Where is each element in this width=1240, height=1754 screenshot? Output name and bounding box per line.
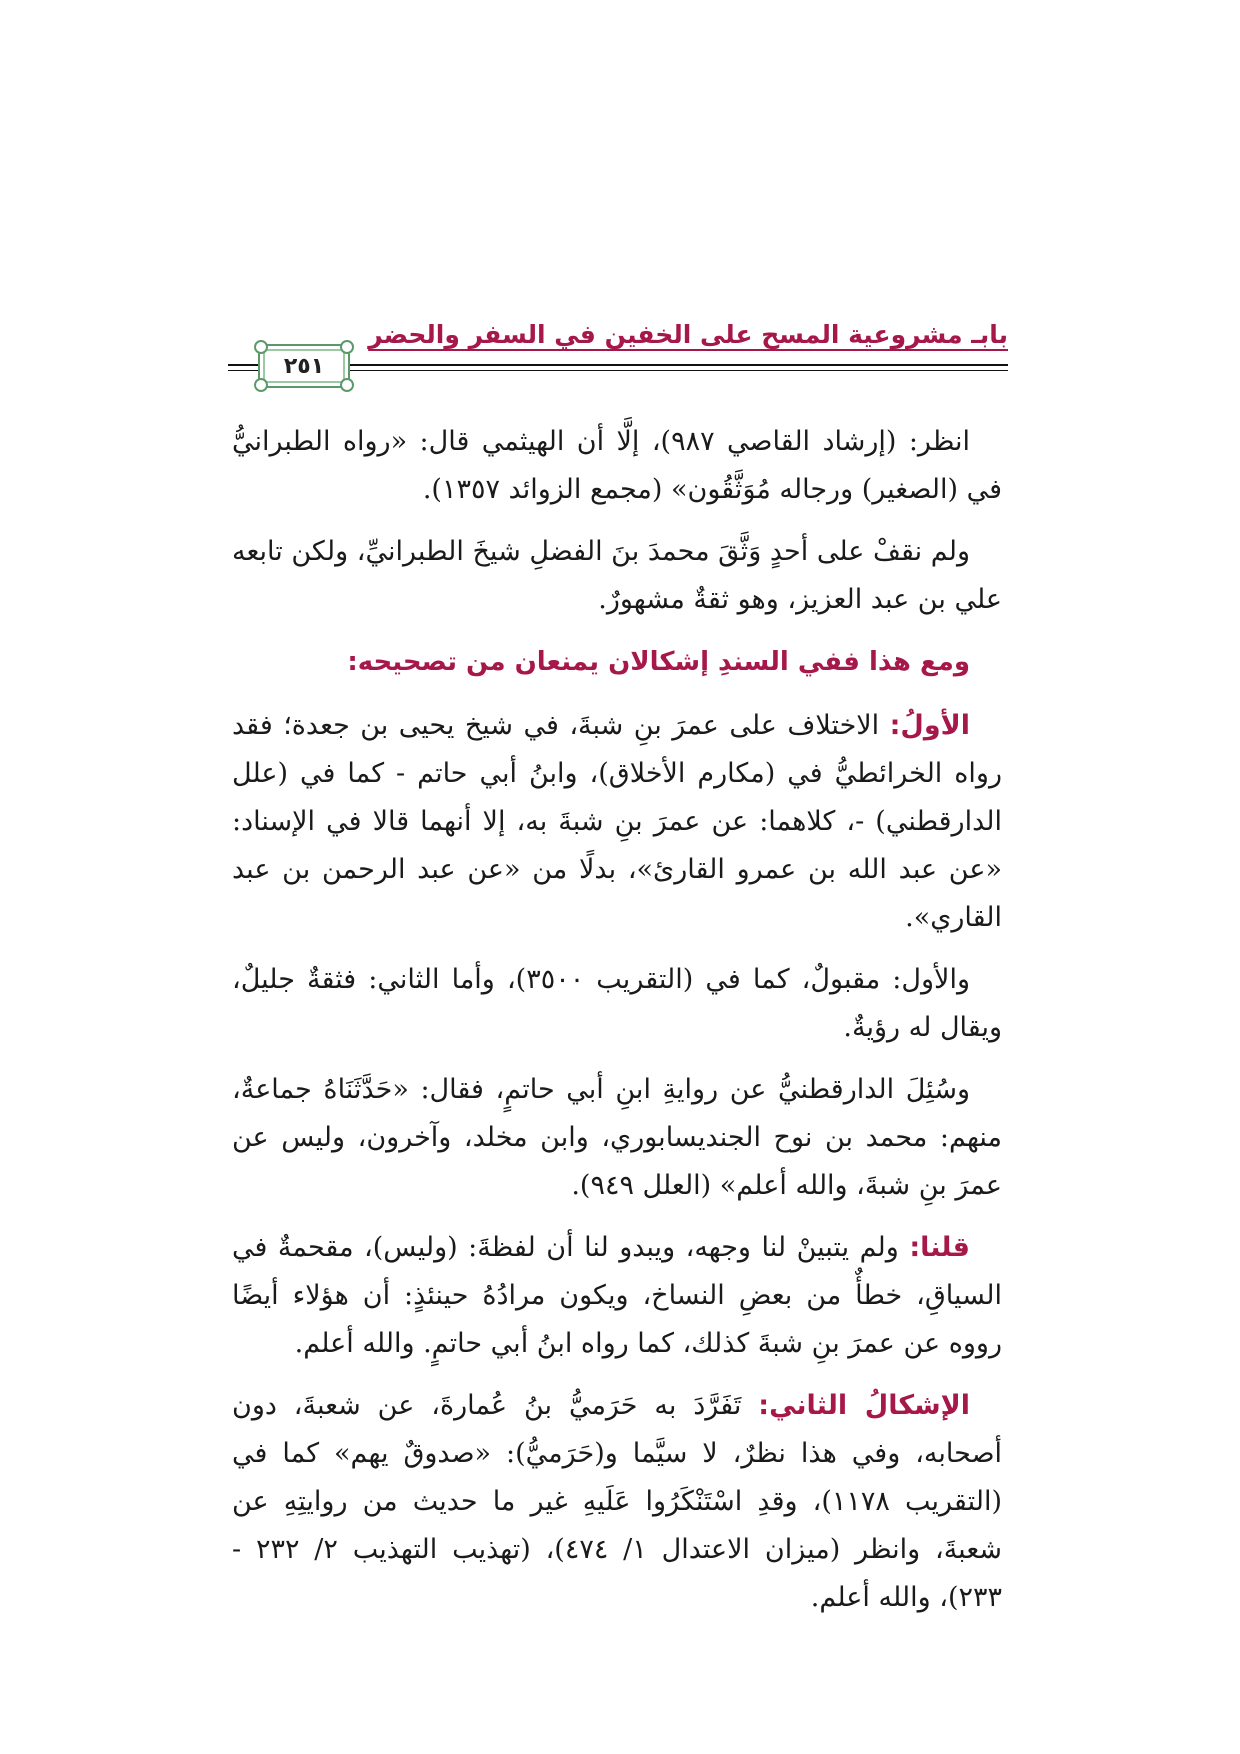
frame-ornament-icon <box>254 378 268 392</box>
frame-ornament-icon <box>254 340 268 354</box>
first-issue-text: الاختلاف على عمرَ بنِ شبةَ، في شيخ يحيى بن جعدة؛ فقد رواه الخرائطيُّ في (مكارم الأخلاق)، وابنُ أبي حاتم - كما في (علل الدارقطني) -، كلاهما: عن عمرَ بنِ شبةَ به، إلا أنهما قالا في الإسناد: «عن عبد الله بن عمرو القارئ»، بدلًا من «عن عبد الرحمن بن عبد القاري». <box>232 710 1002 933</box>
frame-ornament-icon <box>340 378 354 392</box>
running-title: بابـ مشروعية المسح على الخفين في السفر والحضر <box>368 320 1008 349</box>
page-number-frame <box>258 344 350 388</box>
frame-ornament-icon <box>340 340 354 354</box>
paragraph-follow-up: ولم نقفْ على أحدٍ وَثَّقَ محمدَ بنَ الفضلِ شيخَ الطبرانيِّ، ولكن تابعه علي بن عبد العزيز، وهو ثقةٌ مشهورٌ. <box>232 536 1002 615</box>
our-view-text: ولم يتبينْ لنا وجهه، ويبدو لنا أن لفظةَ: (وليس)، مقحمةٌ في السياقِ، خطأٌ من بعضِ النساخ، ويكون مرادُهُ حينئذٍ: أن هؤلاء أيضًا رووه عن عمرَ بنِ شبةَ كذلك، كما رواه ابنُ أبي حاتمٍ. والله أعلم. <box>232 1232 1002 1359</box>
paragraph-narrator-grades: والأول: مقبولٌ، كما في (التقريب ٣٥٠٠)، وأما الثاني: فثقةٌ جليلٌ، ويقال له رؤيةٌ. <box>232 964 1002 1043</box>
first-issue-label: الأولُ: <box>889 710 970 741</box>
second-issue-label: الإشكالُ الثاني: <box>758 1390 970 1421</box>
section-heading: ومع هذا ففي السندِ إشكالان يمنعان من تصحيحه: <box>347 647 970 677</box>
page-header <box>228 308 1008 418</box>
page-body <box>232 418 1002 1636</box>
paragraph-second-issue <box>232 1382 1002 1622</box>
second-issue-text: تَفَرَّدَ به حَرَميُّ بنُ عُمارةَ، عن شعبةَ، دون أصحابه، وفي هذا نظرٌ، لا سيَّما و(حَرَميُّ): «صدوقٌ يهم» كما في (التقريب ١١٧٨)، وقدِ اسْتَنْكَرُوا عَلَيهِ غير ما حديث من روايتِهِ عن شعبةَ، وانظر (ميزان الاعتدال ١/ ٤٧٤)، (تهذيب التهذيب ٢/ ٢٣٢ - ٢٣٣)، والله أعلم. <box>232 1390 1003 1613</box>
paragraph-our-view <box>232 1224 1002 1368</box>
page-number: ٢٥١ <box>283 353 325 379</box>
paragraph-citation: انظر: (إرشاد القاصي ٩٨٧)، إلَّا أن الهيثمي قال: «رواه الطبرانيُّ في (الصغير) ورجاله مُوَثَّقُون» (مجمع الزوائد ١٣٥٧). <box>232 426 1002 505</box>
paragraph-first-issue <box>232 702 1002 942</box>
our-view-label: قلنا: <box>909 1232 970 1263</box>
paragraph-daraqutni: وسُئِلَ الدارقطنيُّ عن روايةِ ابنِ أبي حاتمٍ، فقال: «حَدَّثَنَاهُ جماعةٌ، منهم: محمد بن نوح الجنديسابوري، وابن مخلد، وآخرون، وليس عن عمرَ بنِ شبةَ، والله أعلم» (العلل ٩٤٩). <box>232 1074 1002 1201</box>
